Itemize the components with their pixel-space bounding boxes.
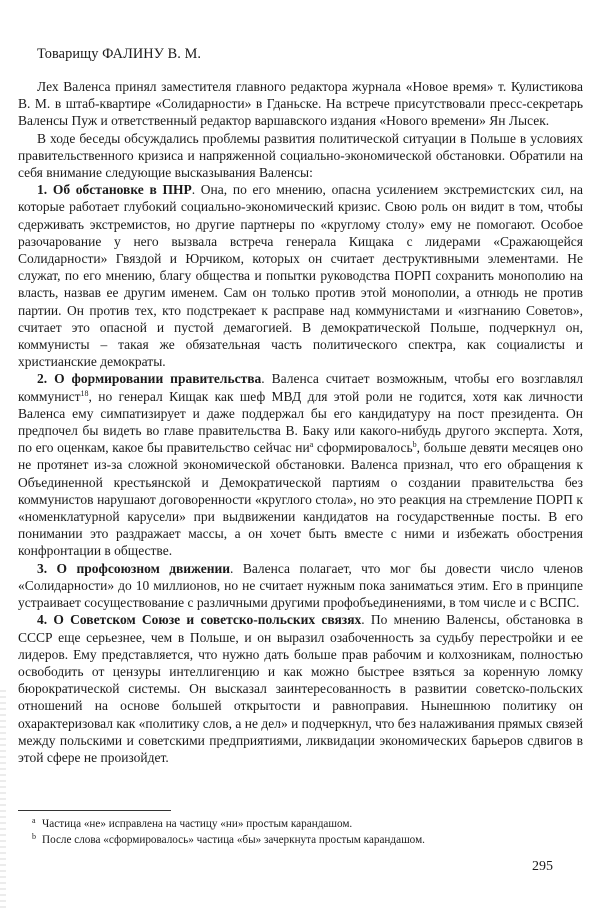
- footnote-b: b После слова «сформировалось» частица «бы» зачеркнута простым карандашом.: [32, 832, 425, 846]
- paragraph-text: . По мнению Валенсы, обстановка в СССР еще серьезнее, чем в Польше, и он выразил озабоченность за судьбу перестройки и ее лидеров. Ему представляется, что нужно дать больше прав рабочим и колхозникам, полностью освободить от цензуры интеллигенцию и как можно быстрее взяться за коренную ломку бюрократической системы. Он высказал заинтересованность в развитии советско-польских отношений на основе большей открытости и равноправия. Нынешнюю политику он охарактеризовал как «политику слов, а не дел» и подчеркнул, что без налаживания прямых связей между польскими и советскими предприятиями, ликвидации экономических барьеров сдвигов в этой сфере не произойдет.: [18, 612, 583, 765]
- footnote-text: После слова «сформировалось» частица «бы» зачеркнута простым карандашом.: [42, 834, 425, 846]
- section-2-government-formation: [18, 370, 583, 559]
- section-4-soviet-union-relations: [18, 611, 583, 766]
- addressee-line: Товарищу ФАЛИНУ В. М.: [37, 46, 202, 62]
- paragraph-text: , больше девяти месяцев оно не протянет из-за сложной экономической обстановки. Валенса признал, что его обращения к Объединенной крестьянской и Демократической партиям о создании правительства без коммунистов нарушают договоренности «круглого стола», но это реакция на стремление ПОРП к «номенклатурной карусели» при выдвижении кандидатов на государственные посты. В его понимании это раздражает массы, а он хочет быть вместе с ними и избежать обострения конфронтации в обществе.: [18, 440, 583, 559]
- endnote-ref-18: 18: [80, 388, 89, 398]
- paragraph-text: . Валенса полагает, что мог бы довести число членов «Солидарности» до 10 миллионов, но не считает нужным пока заниматься этим. Его в принципе устраивает сосуществование с различными другими профобъединениями, в том числе и с ВСПС.: [18, 560, 583, 611]
- section-heading: 3. О профсоюзном движении: [37, 560, 231, 576]
- body-text: [18, 78, 583, 766]
- footnote-a: a Частица «не» исправлена на частицу «ни» простым карандашом.: [32, 816, 353, 830]
- scan-edge-artifact: [0, 690, 6, 908]
- paragraph-context: [18, 130, 583, 182]
- footnotes: [32, 816, 552, 848]
- footnote-ref-b: b: [412, 440, 417, 450]
- paragraph-text: В ходе беседы обсуждались проблемы развития политической ситуации в Польше в условиях правительственного кризиса и напряженной социально-экономической обстановки. Обратили на себя внимание следующие высказывания Валенсы:: [18, 130, 583, 181]
- footnote-divider: [18, 810, 171, 811]
- section-3-trade-union-movement: [18, 560, 583, 612]
- section-heading: 4. О Советском Союзе и советско-польских связях: [37, 612, 362, 628]
- paragraph-text: , но генерал Кищак как шеф МВД для этой роли не годится, хотя как личности Валенса ему симпатизирует и даже поддержал бы его кандидатуру на пост президента. Он предпочел бы видеть во главе правительства В. Баку или какого-нибудь другого эксперта. Хотя, по его оценкам, какое бы правительство сейчас ни: [18, 388, 583, 456]
- paragraph-text: Лех Валенса принял заместителя главного редактора журнала «Новое время» т. Кулистикова В. М. в штаб-квартире «Солидарности» в Гданьске. На встрече присутствовали пресс-секретарь Валенсы Пуж и ответственный редактор варшавского издания «Нового времени» Ян Лысек.: [18, 79, 583, 129]
- paragraph-intro: [18, 78, 583, 130]
- section-heading: 1. Об обстановке в ПНР: [37, 182, 192, 198]
- section-heading: 2. О формировании правительства: [37, 371, 262, 387]
- paragraph-text: сформировалось: [313, 440, 413, 456]
- paragraph-text: . Валенса считает возможным, чтобы его возглавлял коммунист: [18, 371, 583, 404]
- section-1-situation-in-pnr: [18, 181, 583, 370]
- footnote-ref-a: a: [309, 440, 314, 450]
- page-number: 295: [532, 859, 553, 874]
- paragraph-text: . Она, по его мнению, опасна усилением экстремистских сил, на которые работает глубокий социально-экономический кризис. Свою роль он видит в том, чтобы сдерживать экстремистов, но другие партнеры по «круглому столу» ему не помогают. Особое разочарование у него вызвала встреча генерала Кищака с лидерами «Сражающейся Солидарности» Гвяздой и Юрчиком, которых он считает деструктивными элементами. Не служат, по его мнению, благу общества и попытки руководства ПОРП сохранить монополию на власть, назвав ее другим именем. Сам он только против этой монополии, а отнюдь не против партии. Он против тех, кто подстрекает к расправе над коммунистами и «изгнанию Советов», считает это опасной и пустой демагогией. В демократической Польше, подчеркнул он, коммунисты – такая же обязательная часть политического спектра, как социалисты и христианские демократы.: [18, 182, 583, 370]
- footnote-text: Частица «не» исправлена на частицу «ни» простым карандашом.: [42, 818, 353, 830]
